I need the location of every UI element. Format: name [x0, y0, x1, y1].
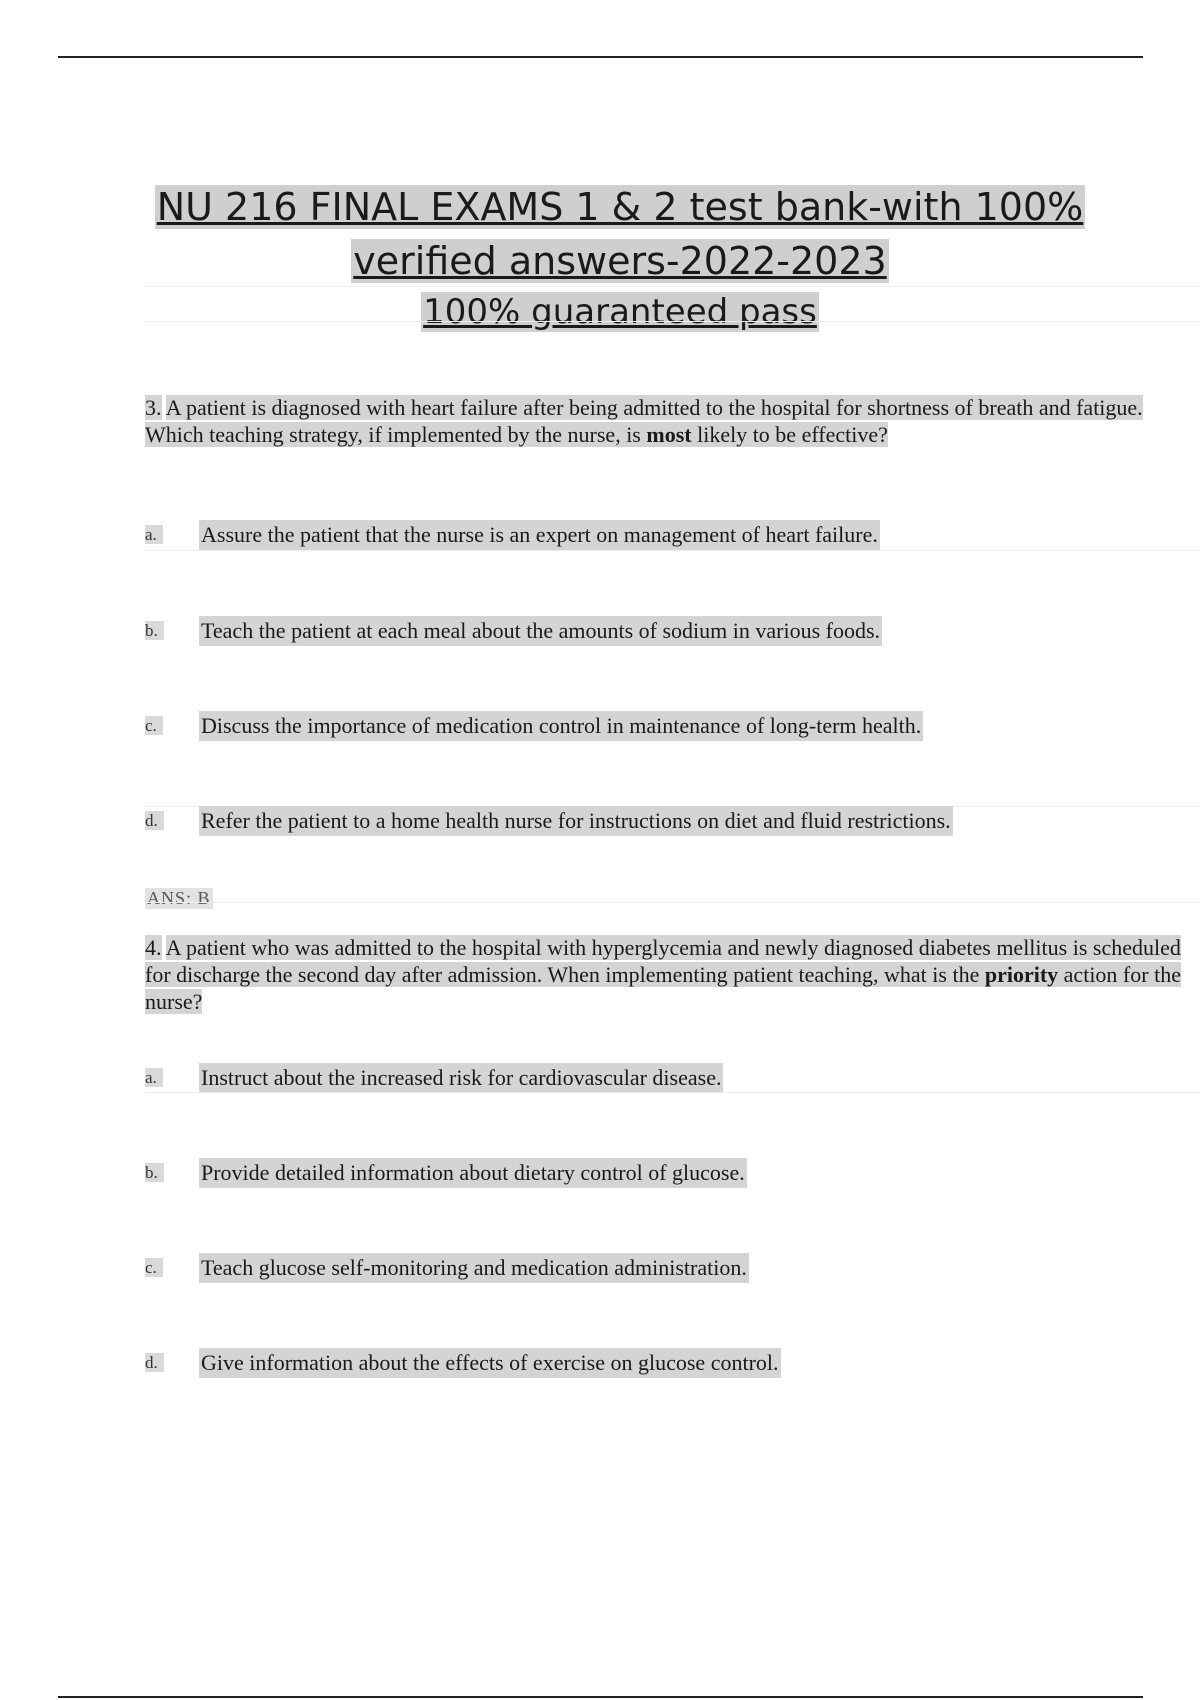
option-letter: a.: [145, 1068, 163, 1087]
answer-key: ANS: B: [147, 888, 211, 908]
option-3c: [145, 711, 923, 741]
question-text: A patient who was admitted to the hospital with hyperglycemia and newly diagnosed diabetes mellitus is scheduled for discharge the second day after admission. When implementing patient teaching, what is the: [145, 935, 1181, 987]
question-3-stem: [145, 394, 1200, 448]
option-text: Teach glucose self-monitoring and medication administration.: [199, 1253, 749, 1283]
divider: [145, 286, 1200, 287]
option-letter: b.: [145, 621, 164, 640]
option-4a: [145, 1063, 723, 1093]
question-text-end: likely to be effective?: [691, 422, 888, 447]
option-text: Provide detailed information about dietary control of glucose.: [199, 1158, 747, 1188]
footer-rule: [58, 1696, 1143, 1698]
option-letter: d.: [145, 1353, 164, 1372]
option-letter: c.: [145, 1258, 163, 1277]
option-letter: a.: [145, 525, 163, 544]
question-number: 4.: [145, 935, 162, 960]
option-3a: [145, 520, 880, 550]
header-rule: [58, 56, 1143, 58]
option-text: Teach the patient at each meal about the amounts of sodium in various foods.: [199, 616, 882, 646]
question-emphasis: priority: [984, 962, 1059, 987]
option-3d: [145, 806, 953, 836]
option-4c: [145, 1253, 749, 1283]
question-number: 3.: [145, 395, 162, 420]
divider: [145, 902, 1200, 903]
option-text: Instruct about the increased risk for cardiovascular disease.: [199, 1063, 723, 1093]
question-4-stem: [145, 934, 1200, 1015]
option-4d: [145, 1348, 781, 1378]
option-text: Give information about the effects of exercise on glucose control.: [199, 1348, 781, 1378]
title-line-2: verified answers-2022-2023: [353, 239, 887, 283]
option-text: Assure the patient that the nurse is an expert on management of heart failure.: [199, 520, 880, 550]
title-line-1: NU 216 FINAL EXAMS 1 & 2 test bank-with 100%: [156, 185, 1084, 229]
option-letter: c.: [145, 716, 163, 735]
document-title: [0, 180, 1200, 336]
divider: [145, 321, 1200, 322]
option-text: Discuss the importance of medication control in maintenance of long-term health.: [199, 711, 923, 741]
option-3b: [145, 616, 882, 646]
document-subtitle: 100% guaranteed pass: [423, 292, 817, 332]
option-letter: b.: [145, 1163, 164, 1182]
option-letter: d.: [145, 811, 164, 830]
divider: [145, 550, 1200, 551]
divider: [145, 1092, 1200, 1093]
question-emphasis: most: [646, 422, 692, 447]
question-text: A patient is diagnosed with heart failure after being admitted to the hospital for shortness of breath and fatigue. Which teaching strategy, if implemented by the nurse, is: [145, 395, 1143, 447]
option-text: Refer the patient to a home health nurse for instructions on diet and fluid restrictions.: [199, 806, 953, 836]
question-text-end: action for the nurse?: [145, 962, 1181, 1014]
option-4b: [145, 1158, 747, 1188]
